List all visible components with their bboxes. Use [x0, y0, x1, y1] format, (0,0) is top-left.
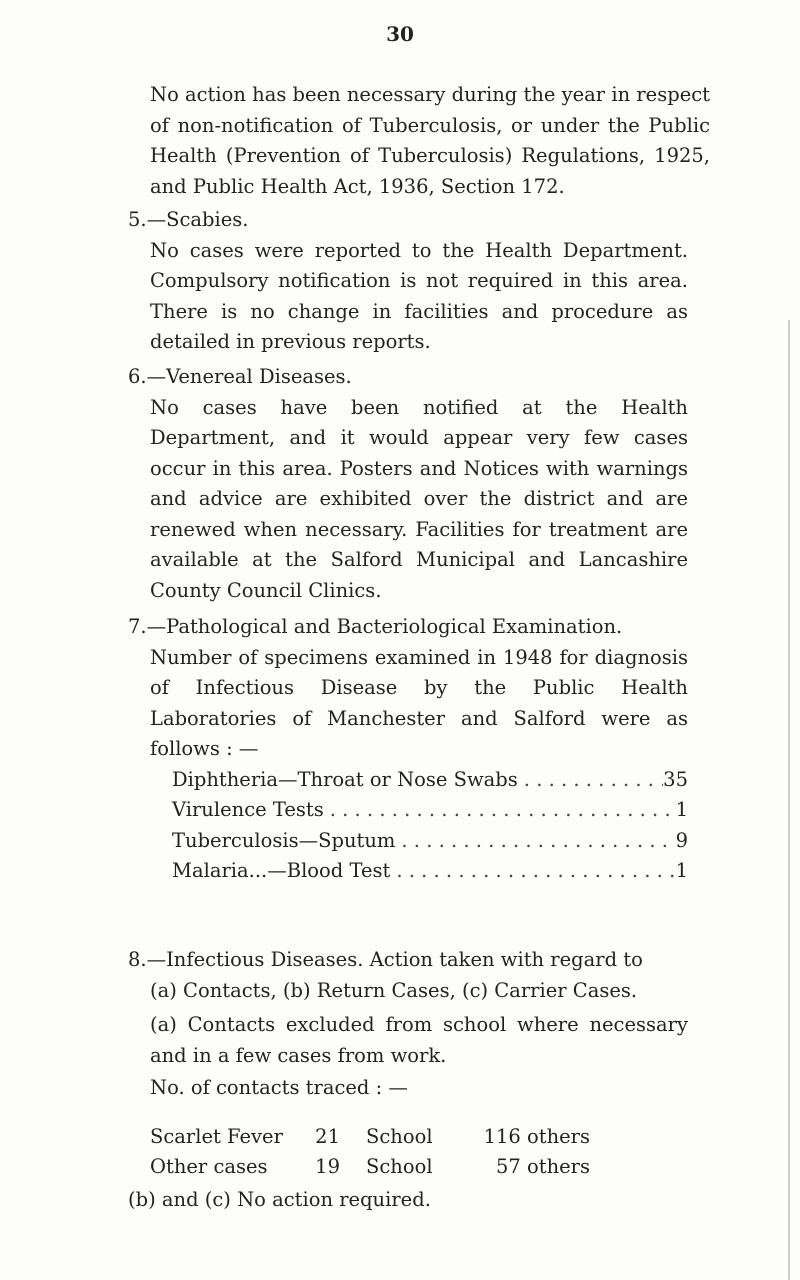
dot-leader: [518, 765, 663, 796]
specimen-value: 1: [675, 859, 688, 882]
specimen-label: Malaria...—Blood Test: [172, 859, 391, 882]
specimen-label: Diphtheria—Throat or Nose Swabs: [172, 767, 518, 791]
infectious-heading: 8.—Infectious Diseases. Action taken with regard to: [128, 948, 643, 971]
dot-leader: [324, 795, 676, 826]
contacts-text: (a) Contacts excluded from school where necessary and in a few cases from work.: [150, 1013, 688, 1067]
scabies-text: No cases were reported to the Health Department. Compulsory notification is not required in this area. There is no change in facilities and procedure as detailed in previous reports.: [150, 238, 688, 353]
contacts-school: School: [366, 1155, 433, 1178]
dot-leader: [395, 826, 675, 857]
venereal-heading: 6.—Venereal Diseases.: [128, 365, 352, 388]
specimen-value: 1: [675, 798, 688, 821]
venereal-text: No cases have been notified at the Health Department, and it would appear very few cases occur in this area. Posters and Notices with warnings and advice are exhibited over the district and are renewed when necessary. Facilities for treatment are available at the Salford Municipal and Lancashire County Council Clinics.: [150, 395, 688, 602]
specimen-label: Tuberculosis—Sputum: [172, 828, 396, 852]
contacts-others: 116 others: [483, 1125, 590, 1148]
contacts-row: [150, 1122, 590, 1152]
contacts-row: [150, 1152, 590, 1182]
specimen-row: [172, 765, 688, 796]
specimen-label: Virulence Tests: [172, 798, 324, 821]
infectious-subheading: (a) Contacts, (b) Return Cases, (c) Carrier Cases.: [150, 978, 638, 1002]
scabies-heading: 5.—Scabies.: [128, 208, 249, 231]
infectious-section: [128, 945, 688, 1104]
pathological-heading: 7.—Pathological and Bacteriological Examination.: [128, 615, 623, 638]
intro-paragraph: No action has been necessary during the year in respect of non-notification of Tuberculosis, or under the Public Health (Prevention of Tuberculosis) Regulations, 1925, and Public Health Act, 1936, Section 172.: [150, 83, 710, 198]
pathological-text: Number of specimens examined in 1948 for diagnosis of Infectious Disease by the Public Health Laboratories of Manchester and Salford were as follows : —: [150, 645, 688, 760]
specimen-value: 35: [663, 767, 688, 791]
page-number: 30: [386, 22, 414, 46]
contacts-count: 21: [315, 1125, 340, 1148]
contacts-table: [150, 1122, 590, 1182]
specimen-value: 9: [675, 828, 688, 852]
contacts-count: 19: [315, 1155, 340, 1178]
pathological-section: [128, 612, 688, 887]
contacts-school: School: [366, 1125, 433, 1148]
contacts-others: 57 others: [495, 1155, 590, 1178]
venereal-section: [128, 362, 688, 606]
dot-leader: [390, 856, 675, 887]
contacts-traced-label: No. of contacts traced : —: [150, 1076, 408, 1099]
bc-text: (b) and (c) No action required.: [128, 1188, 431, 1211]
specimen-row: [172, 826, 688, 857]
specimen-row: [172, 795, 688, 826]
contacts-label: Other cases: [150, 1155, 268, 1178]
scabies-section: [128, 205, 688, 358]
contacts-label: Scarlet Fever: [150, 1125, 283, 1148]
scan-edge-line: [788, 320, 790, 1280]
specimen-list: [128, 765, 688, 887]
specimen-row: [172, 856, 688, 887]
